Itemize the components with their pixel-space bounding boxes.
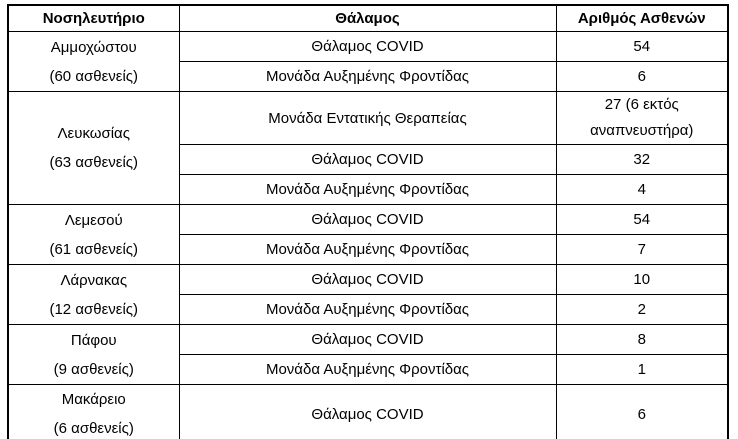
ward-cell: Θάλαμος COVID [179, 205, 556, 235]
ward-cell: Μονάδα Αυξημένης Φροντίδας [179, 235, 556, 265]
hospital-name: Αμμοχώστου [50, 38, 137, 56]
patient-count-cell: 6 [556, 62, 728, 92]
ward-cell: Θάλαμος COVID [179, 32, 556, 62]
header-ward-column: Θάλαμος [179, 5, 556, 32]
ward-cell: Μονάδα Αυξημένης Φροντίδας [179, 295, 556, 325]
hospital-name: Λάρνακας [60, 271, 128, 289]
table-row [8, 32, 728, 62]
hospital-cell-ammochostou [8, 32, 179, 92]
hospital-cell-lemesos [8, 205, 179, 265]
hospital-patient-total: (61 ασθενείς) [49, 240, 139, 258]
patient-count-cell: 7 [556, 235, 728, 265]
hospital-patient-total: (60 ασθενείς) [49, 67, 139, 85]
hospital-name: Λευκωσίας [57, 125, 130, 142]
ward-cell: Μονάδα Αυξημένης Φροντίδας [179, 175, 556, 205]
header-patient-count-column: Αριθμός Ασθενών [556, 5, 728, 32]
ward-cell: Θάλαμος COVID [179, 145, 556, 175]
hospital-cell-pafos [8, 325, 179, 385]
hospital-name: Λεμεσού [64, 211, 123, 229]
ward-cell: Μονάδα Αυξημένης Φροντίδας [179, 62, 556, 92]
table-row [8, 385, 728, 439]
patient-count-cell: 1 [556, 355, 728, 385]
patient-count-cell: 54 [556, 32, 728, 62]
hospital-patient-total: (9 ασθενείς) [53, 360, 134, 378]
ward-cell: Θάλαμος COVID [179, 385, 556, 439]
header-hospital-column: Νοσηλευτήριο [8, 5, 179, 32]
hospital-name: Μακάρειο [61, 391, 126, 408]
patient-count-cell: 27 (6 εκτός αναπνευστήρα) [556, 92, 728, 145]
hospital-cell-lefkosia [8, 92, 179, 205]
table-row [8, 265, 728, 295]
ward-cell: Θάλαμος COVID [179, 265, 556, 295]
ward-cell: Μονάδα Αυξημένης Φροντίδας [179, 355, 556, 385]
patient-count-cell: 8 [556, 325, 728, 355]
patient-count-cell: 32 [556, 145, 728, 175]
hospital-name: Πάφου [70, 331, 117, 349]
hospital-patient-total: (6 ασθενείς) [53, 420, 134, 437]
hospital-cell-makareio [8, 385, 179, 439]
ward-cell: Θάλαμος COVID [179, 325, 556, 355]
patient-count-cell: 6 [556, 385, 728, 439]
table-row [8, 205, 728, 235]
hospital-patients-table [7, 4, 729, 439]
ward-cell: Μονάδα Εντατικής Θεραπείας [179, 92, 556, 145]
table-header-row [8, 5, 728, 32]
patient-count-cell: 10 [556, 265, 728, 295]
patient-count-cell: 4 [556, 175, 728, 205]
hospital-patient-total: (12 ασθενείς) [49, 300, 139, 318]
patient-count-cell: 2 [556, 295, 728, 325]
patient-count-cell: 54 [556, 205, 728, 235]
table-row [8, 325, 728, 355]
hospital-patient-total: (63 ασθενείς) [49, 154, 139, 171]
table-row [8, 92, 728, 145]
hospital-cell-larnaka [8, 265, 179, 325]
